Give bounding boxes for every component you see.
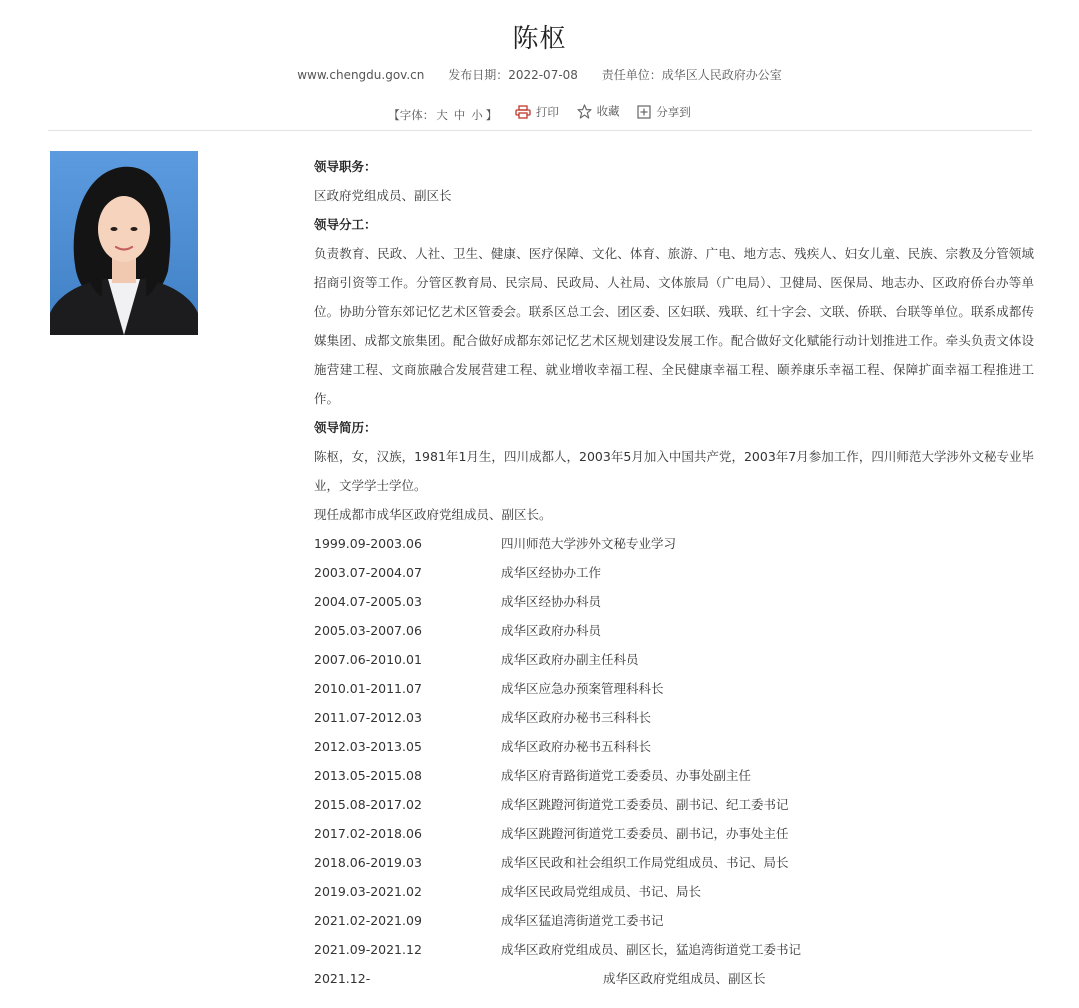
page-title: 陈枢	[512, 24, 567, 54]
career-period: 2005.03-2007.06	[314, 623, 422, 638]
career-role: 成华区跳蹬河街道党工委委员、副书记，办事处主任	[501, 826, 789, 841]
share-button[interactable]	[637, 104, 691, 120]
career-role: 成华区应急办预案管理科科长	[501, 681, 664, 696]
leader-portrait	[50, 151, 198, 335]
profile-content	[314, 152, 1034, 993]
header-divider	[48, 130, 1032, 131]
article-toolbar	[0, 103, 1079, 123]
print-button[interactable]	[515, 104, 559, 120]
font-size-medium[interactable]: 中	[453, 107, 466, 122]
bio-heading: 领导简历：	[314, 420, 377, 435]
career-period: 1999.09-2003.06	[314, 536, 422, 551]
career-role: 成华区政府办秘书三科科长	[501, 710, 652, 725]
favorite-label: 收藏	[596, 104, 620, 118]
career-row	[314, 819, 1034, 848]
duties-heading: 领导分工：	[314, 217, 377, 232]
portrait-illustration	[50, 151, 198, 335]
career-role: 成华区政府办秘书五科科长	[501, 739, 652, 754]
career-row	[314, 616, 1034, 645]
career-period: 2011.07-2012.03	[314, 710, 422, 725]
career-row	[314, 674, 1034, 703]
printer-icon	[515, 105, 531, 119]
career-period: 2021.09-2021.12	[314, 942, 422, 957]
career-row	[314, 732, 1034, 761]
career-period: 2015.08-2017.02	[314, 797, 422, 812]
career-role: 成华区政府党组成员、副区长	[603, 971, 766, 986]
career-row	[314, 790, 1034, 819]
share-plus-icon	[637, 105, 651, 119]
career-row	[314, 935, 1034, 964]
career-role: 成华区经协办工作	[501, 565, 602, 580]
career-role: 成华区猛追湾街道党工委书记	[501, 913, 664, 928]
career-row	[314, 529, 1034, 558]
font-size-label: 【字体：	[388, 107, 435, 122]
career-row	[314, 761, 1034, 790]
star-icon	[577, 104, 592, 119]
font-size-close: 】	[485, 107, 498, 122]
publish-date: 发布日期：2022-07-08	[448, 68, 578, 82]
career-row	[314, 848, 1034, 877]
career-period: 2017.02-2018.06	[314, 826, 422, 841]
career-period: 2019.03-2021.02	[314, 884, 422, 899]
career-row	[314, 964, 1034, 993]
career-role: 成华区政府办副主任科员	[501, 652, 639, 667]
career-row	[314, 703, 1034, 732]
career-row	[314, 877, 1034, 906]
font-size-large[interactable]: 大	[436, 107, 448, 122]
career-role: 成华区政府党组成员、副区长，猛追湾街道党工委书记	[501, 942, 802, 957]
career-row	[314, 645, 1034, 674]
position-heading: 领导职务：	[314, 159, 377, 174]
font-size-small[interactable]: 小	[471, 107, 483, 122]
career-role: 成华区民政局党组成员、书记、局长	[501, 884, 702, 899]
print-label: 打印	[535, 104, 559, 119]
career-period: 2013.05-2015.08	[314, 768, 422, 783]
career-row	[314, 558, 1034, 587]
career-period: 2010.01-2011.07	[314, 681, 422, 696]
source-site: www.chengdu.gov.cn	[297, 68, 425, 82]
article-meta	[0, 66, 1079, 83]
favorite-button[interactable]	[577, 103, 620, 119]
career-list	[314, 529, 1034, 993]
career-period: 2021.02-2021.09	[314, 913, 422, 928]
career-role: 成华区经协办科员	[501, 594, 602, 609]
career-period: 2004.07-2005.03	[314, 594, 422, 609]
career-role: 成华区民政和社会组织工作局党组成员、书记、局长	[501, 855, 789, 870]
share-label: 分享到	[656, 104, 691, 119]
bio-text: 陈枢，女，汉族，1981年1月生，四川成都人，2003年5月加入中国共产党，2003年7月参加工作，四川师范大学涉外文秘专业毕业，文学学士学位。	[314, 449, 1034, 493]
font-size-selector	[388, 107, 497, 123]
position-text: 区政府党组成员、副区长	[314, 188, 452, 203]
career-period: 2003.07-2004.07	[314, 565, 422, 580]
duties-text: 负责教育、民政、人社、卫生、健康、医疗保障、文化、体育、旅游、广电、地方志、残疾人、妇女儿童、民族、宗教及分管领域招商引资等工作。分管区教育局、民宗局、民政局、人社局、文体旅局（广电局）、卫健局、医保局、地志办、区政府侨台办等单位。协助分管东郊记忆艺术区管委会。联系区总工会、团区委、区妇联、残联、红十字会、文联、侨联、台联等单位。联系成都传媒集团、成都文旅集团。配合做好成都东郊记忆艺术区规划建设发展工作。配合做好文化赋能行动计划推进工作。牵头负责文体设施营建工程、文商旅融合发展营建工程、就业增收幸福工程、全民健康幸福工程、颐养康乐幸福工程、保障扩面幸福工程推进工作。	[314, 246, 1034, 406]
current-position-text: 现任成都市成华区政府党组成员、副区长。	[314, 507, 552, 522]
responsible-unit: 责任单位：成华区人民政府办公室	[601, 68, 782, 82]
career-role: 成华区府青路街道党工委委员、办事处副主任	[501, 768, 752, 783]
career-row	[314, 906, 1034, 935]
career-period: 2012.03-2013.05	[314, 739, 422, 754]
career-role: 四川师范大学涉外文秘专业学习	[501, 536, 677, 551]
career-period: 2021.12-	[314, 971, 371, 986]
career-role: 成华区跳蹬河街道党工委委员、副书记、纪工委书记	[501, 797, 789, 812]
career-row	[314, 587, 1034, 616]
career-period: 2007.06-2010.01	[314, 652, 422, 667]
career-period: 2018.06-2019.03	[314, 855, 422, 870]
career-role: 成华区政府办科员	[501, 623, 602, 638]
